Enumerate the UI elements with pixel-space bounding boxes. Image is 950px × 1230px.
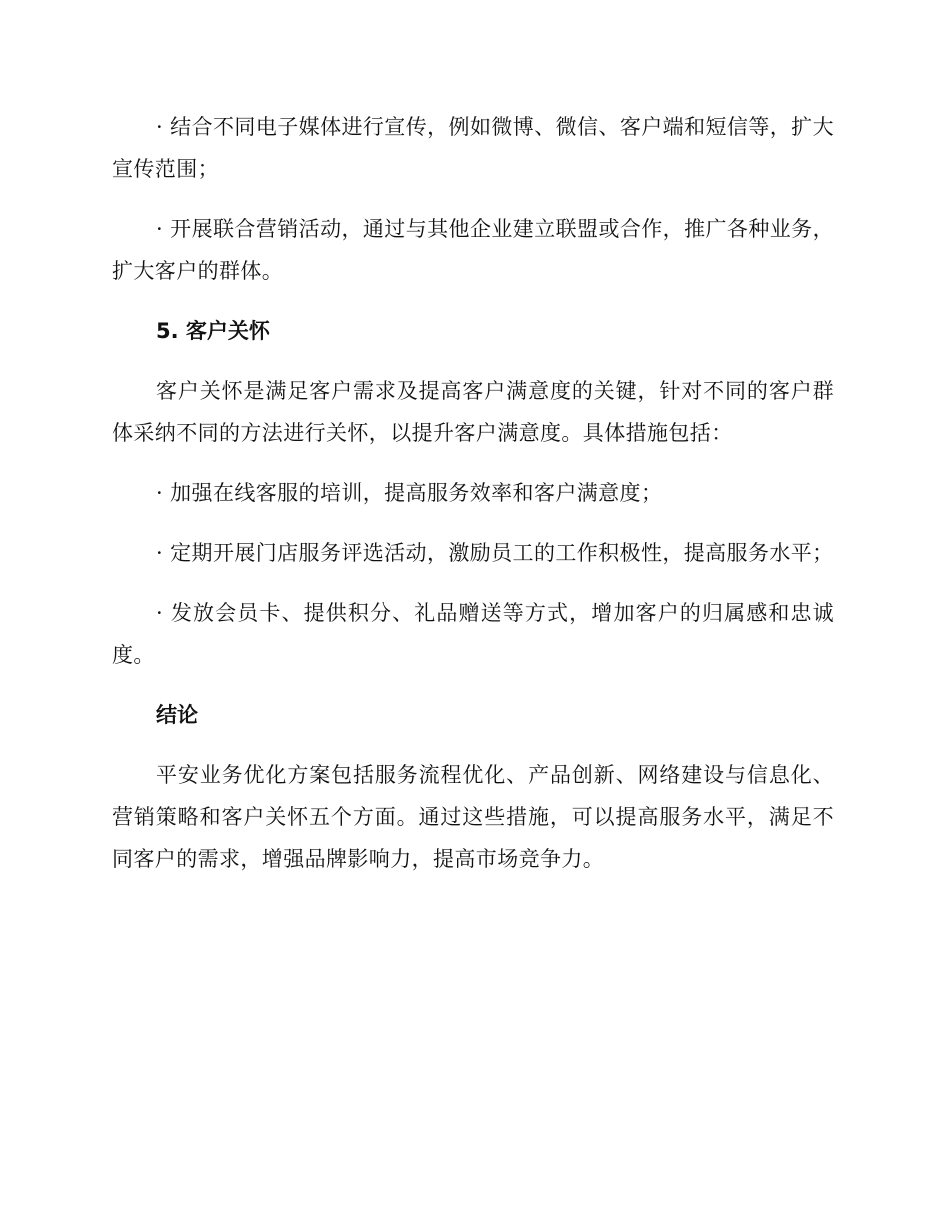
section-heading-customer-care: 5. 客户关怀 [156,319,270,343]
bullet-online-service-training: · 加强在线客服的培训，提高服务效率和客户满意度； [156,481,663,505]
paragraph-customer-care-intro: 客户关怀是满足客户需求及提高客户满意度的关键，针对不同的客户群体采纳不同的方法进行关怀，以提升客户满意度。具体措施包括： [112,379,834,445]
bullet-joint-marketing: · 开展联合营销活动，通过与其他企业建立联盟或合作，推广各种业务，扩大客户的群体。 [112,217,834,283]
section-heading-conclusion: 结论 [156,703,198,727]
bullet-membership-rewards: · 发放会员卡、提供积分、礼品赠送等方式，增加客户的归属感和忠诚度。 [112,601,834,667]
document-page [112,106,834,898]
bullet-store-service-evaluation: · 定期开展门店服务评选活动，激励员工的工作积极性，提高服务水平； [156,541,834,565]
paragraph-conclusion: 平安业务优化方案包括服务流程优化、产品创新、网络建设与信息化、营销策略和客户关怀五个方面。通过这些措施，可以提高服务水平，满足不同客户的需求，增强品牌影响力，提高市场竞争力。 [112,763,834,871]
bullet-media-promotion: · 结合不同电子媒体进行宣传，例如微博、微信、客户端和短信等，扩大宣传范围； [112,115,834,181]
